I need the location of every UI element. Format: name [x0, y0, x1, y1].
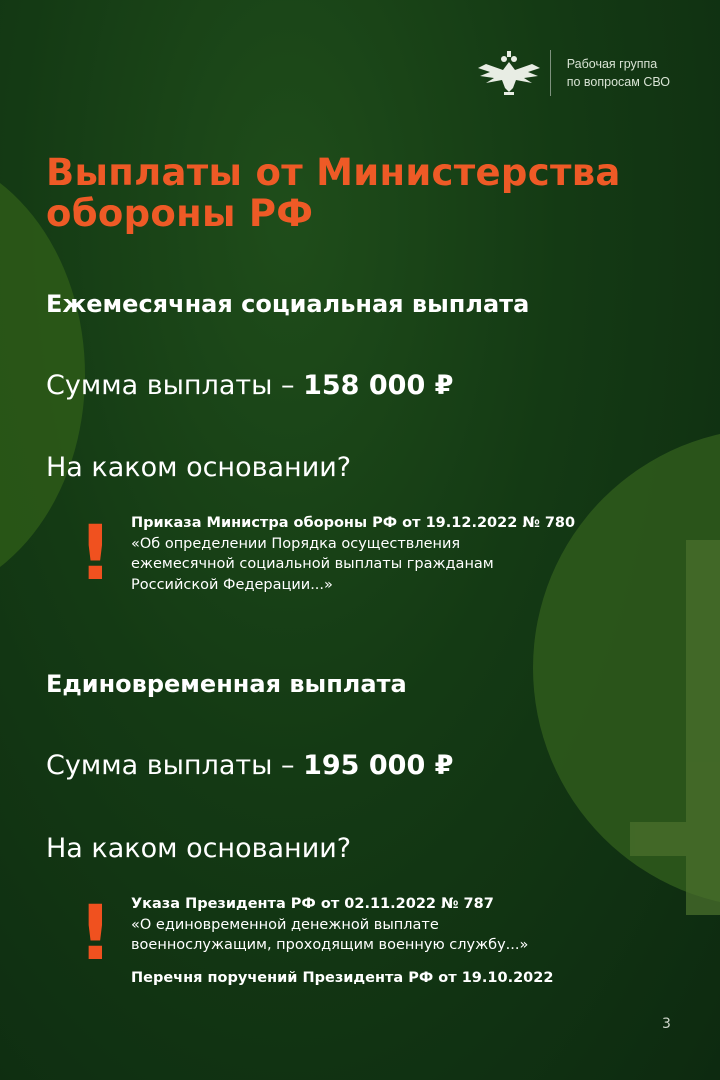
exclamation-icon: ! — [78, 508, 113, 597]
basis-block-onetime — [131, 894, 611, 988]
ruble-sign-icon — [630, 540, 720, 920]
section-title-monthly: Ежемесячная социальная выплата — [46, 290, 530, 318]
amount-label: Сумма выплаты – — [46, 750, 295, 781]
exclamation-icon: ! — [78, 888, 113, 977]
basis-quote-line: ежемесячной социальной выплаты гражданам — [131, 556, 494, 572]
basis-document-secondary: Перечня поручений Президента РФ от 19.10.2022 — [131, 969, 554, 986]
basis-document: Указа Президента РФ от 02.11.2022 № 787 — [131, 896, 494, 912]
amount-value: 158 000 ₽ — [303, 370, 454, 401]
page-title-line2: обороны РФ — [46, 192, 314, 235]
section-title-onetime: Единовременная выплата — [46, 670, 407, 698]
basis-quote-line: Российской Федерации...» — [131, 576, 333, 593]
org-name — [567, 55, 670, 91]
basis-quote-line: «О единовременной денежной выплате — [131, 916, 439, 933]
basis-document: Приказа Министра обороны РФ от 19.12.2022 № 780 — [131, 515, 576, 531]
basis-question: На каком основании? — [46, 452, 352, 483]
double-headed-eagle-icon — [476, 50, 542, 96]
org-name-line1: Рабочая группа — [566, 57, 658, 71]
basis-block-monthly — [131, 513, 611, 595]
page-title-line1: Выплаты от Министерства — [46, 151, 621, 194]
basis-quote-line: «Об определении Порядка осуществления — [131, 535, 461, 552]
page-title — [46, 152, 621, 234]
amount-onetime — [46, 750, 453, 781]
amount-monthly — [46, 370, 453, 401]
basis-question: На каком основании? — [46, 833, 352, 864]
org-name-line2: по вопросам СВО — [566, 75, 670, 89]
basis-quote-line: военнослужащим, проходящим военную службу...» — [131, 937, 529, 953]
header-divider — [550, 50, 551, 96]
header — [476, 50, 670, 96]
amount-label: Сумма выплаты – — [46, 370, 295, 401]
amount-value: 195 000 ₽ — [303, 750, 454, 781]
page-number: 3 — [662, 1016, 671, 1032]
